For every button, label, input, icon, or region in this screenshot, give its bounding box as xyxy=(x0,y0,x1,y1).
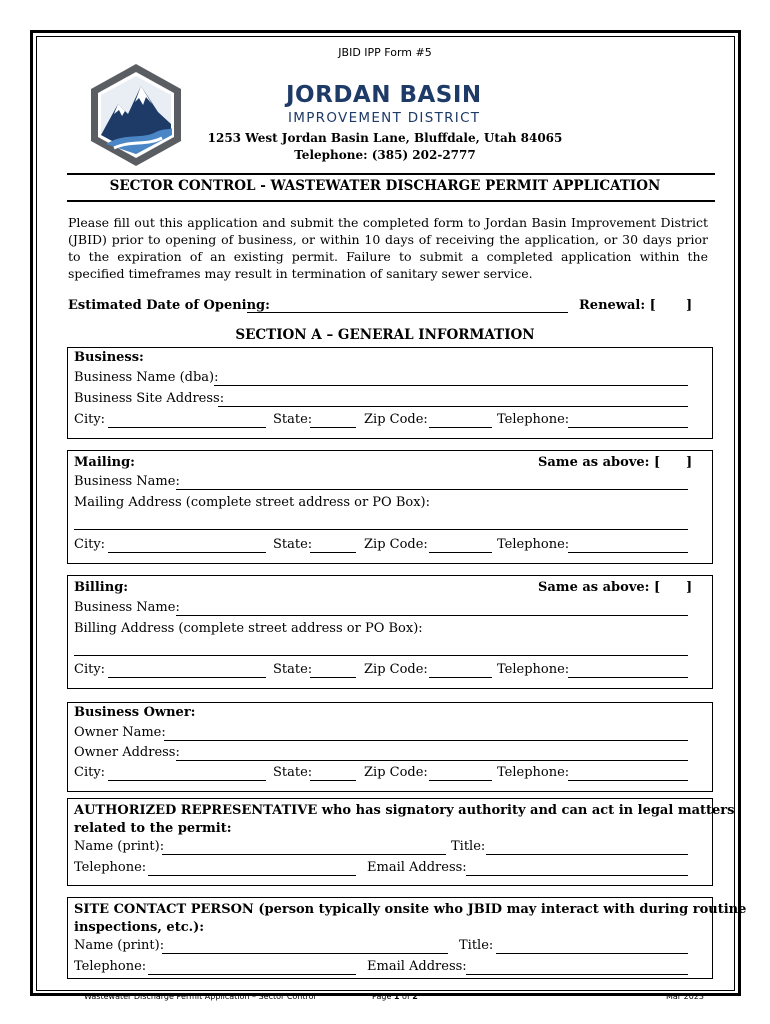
footer-page-prefix: Page xyxy=(372,992,394,1001)
mailing-address-field[interactable] xyxy=(74,529,688,530)
billing-same-label: Same as above: [ xyxy=(538,580,661,595)
mailing-zip-field[interactable] xyxy=(429,552,492,553)
site-contact-heading-line1: SITE CONTACT PERSON (person typically onsite who JBID may interact with during routine xyxy=(74,902,747,917)
mailing-city-label: City: xyxy=(74,537,106,552)
mailing-state-label: State: xyxy=(273,537,313,552)
footer-page-of: of xyxy=(399,992,413,1001)
mailing-tel-label: Telephone: xyxy=(497,537,570,552)
business-name-field[interactable] xyxy=(214,385,688,386)
billing-city-label: City: xyxy=(74,662,106,677)
authorized-name-field[interactable] xyxy=(162,854,446,855)
mailing-same-checkbox[interactable]: ] xyxy=(686,455,693,470)
business-name-label: Business Name (dba): xyxy=(74,370,219,385)
site-contact-name-label: Name (print): xyxy=(74,938,165,953)
billing-name-field[interactable] xyxy=(176,615,688,616)
business-site-label: Business Site Address: xyxy=(74,391,225,406)
title-rule-top xyxy=(67,173,715,175)
business-section xyxy=(67,347,713,439)
business-tel-field[interactable] xyxy=(568,427,688,428)
owner-state-label: State: xyxy=(273,765,313,780)
business-heading: Business: xyxy=(74,350,144,365)
site-contact-title-label: Title: xyxy=(459,938,494,953)
owner-name-label: Owner Name: xyxy=(74,725,166,740)
mailing-address-label: Mailing Address (complete street address or PO Box): xyxy=(74,495,431,510)
footer-page-number xyxy=(372,992,418,1001)
billing-name-label: Business Name: xyxy=(74,600,180,615)
authorized-heading-line2: related to the permit: xyxy=(74,821,232,836)
billing-heading: Billing: xyxy=(74,580,129,595)
authorized-title-label: Title: xyxy=(451,839,486,854)
owner-zip-field[interactable] xyxy=(429,780,492,781)
mailing-name-label: Business Name: xyxy=(74,474,180,489)
mailing-zip-label: Zip Code: xyxy=(364,537,428,552)
site-contact-tel-label: Telephone: xyxy=(74,959,147,974)
business-tel-label: Telephone: xyxy=(497,412,570,427)
owner-tel-field[interactable] xyxy=(568,780,688,781)
authorized-heading-line1: AUTHORIZED REPRESENTATIVE who has signatory authority and can act in legal matters xyxy=(74,803,735,818)
mailing-city-field[interactable] xyxy=(108,552,266,553)
business-state-label: State: xyxy=(273,412,313,427)
estimated-date-label: Estimated Date of Opening: xyxy=(68,298,270,313)
owner-address-field[interactable] xyxy=(176,760,688,761)
org-subtitle: IMPROVEMENT DISTRICT xyxy=(288,110,481,126)
business-city-field[interactable] xyxy=(108,427,266,428)
owner-zip-label: Zip Code: xyxy=(364,765,428,780)
authorized-email-label: Email Address: xyxy=(367,860,467,875)
billing-section xyxy=(67,575,713,689)
site-contact-tel-field[interactable] xyxy=(148,974,356,975)
org-name: JORDAN BASIN xyxy=(286,82,482,108)
billing-zip-label: Zip Code: xyxy=(364,662,428,677)
section-a-heading: SECTION A – GENERAL INFORMATION xyxy=(235,327,535,343)
document-title: SECTOR CONTROL - WASTEWATER DISCHARGE PERMIT APPLICATION xyxy=(109,178,661,194)
authorized-tel-field[interactable] xyxy=(148,875,356,876)
authorized-title-field[interactable] xyxy=(486,854,688,855)
billing-same-checkbox[interactable]: ] xyxy=(686,580,693,595)
authorized-email-field[interactable] xyxy=(466,875,688,876)
mailing-section xyxy=(67,450,713,564)
title-rule-bottom xyxy=(67,200,715,202)
owner-name-field[interactable] xyxy=(164,740,688,741)
org-telephone: Telephone: (385) 202-2777 xyxy=(294,148,476,162)
owner-heading: Business Owner: xyxy=(74,705,196,720)
billing-state-field[interactable] xyxy=(310,677,356,678)
owner-section xyxy=(67,702,713,792)
org-address: 1253 West Jordan Basin Lane, Bluffdale, Utah 84065 xyxy=(207,131,563,145)
mailing-tel-field[interactable] xyxy=(568,552,688,553)
owner-city-field[interactable] xyxy=(108,780,266,781)
form-number: JBID IPP Form #5 xyxy=(338,46,432,59)
renewal-checkbox[interactable]: ] xyxy=(686,298,693,313)
billing-tel-field[interactable] xyxy=(568,677,688,678)
site-contact-name-field[interactable] xyxy=(162,953,448,954)
site-contact-heading-line2: inspections, etc.): xyxy=(74,920,205,935)
intro-paragraph: Please fill out this application and submit the completed form to Jordan Basin Improvement District (JBID) prior to opening of business, or within 10 days of receiving the application, or 30 days prior to the expiration of an existing permit. Failure to submit a completed application within the specified timeframes may result in termination of sanitary sewer service. xyxy=(68,215,708,281)
owner-state-field[interactable] xyxy=(310,780,356,781)
mailing-same-label: Same as above: [ xyxy=(538,455,661,470)
footer-page-total: 2 xyxy=(412,992,418,1001)
business-city-label: City: xyxy=(74,412,106,427)
mailing-name-field[interactable] xyxy=(176,489,688,490)
business-state-field[interactable] xyxy=(310,427,356,428)
estimated-date-field[interactable] xyxy=(247,312,568,313)
owner-address-label: Owner Address: xyxy=(74,745,180,760)
authorized-rep-section xyxy=(67,798,735,886)
business-zip-label: Zip Code: xyxy=(364,412,428,427)
business-zip-field[interactable] xyxy=(429,427,492,428)
owner-city-label: City: xyxy=(74,765,106,780)
authorized-name-label: Name (print): xyxy=(74,839,165,854)
mailing-heading: Mailing: xyxy=(74,455,135,470)
billing-city-field[interactable] xyxy=(108,677,266,678)
business-site-field[interactable] xyxy=(218,406,688,407)
billing-tel-label: Telephone: xyxy=(497,662,570,677)
footer-doc-name: Wastewater Discharge Permit Application – Sector Control xyxy=(84,992,316,1001)
billing-address-label: Billing Address (complete street address or PO Box): xyxy=(74,621,423,636)
renewal-label: Renewal: [ xyxy=(579,298,656,313)
authorized-tel-label: Telephone: xyxy=(74,860,147,875)
billing-zip-field[interactable] xyxy=(429,677,492,678)
footer-page-current: 1 xyxy=(393,992,400,1001)
site-contact-email-field[interactable] xyxy=(466,974,688,975)
site-contact-email-label: Email Address: xyxy=(367,959,467,974)
billing-address-field[interactable] xyxy=(74,655,688,656)
site-contact-section xyxy=(67,897,747,979)
mailing-state-field[interactable] xyxy=(310,552,356,553)
billing-state-label: State: xyxy=(273,662,313,677)
footer-date: Mar 2023 xyxy=(666,992,704,1001)
site-contact-title-field[interactable] xyxy=(496,953,688,954)
owner-tel-label: Telephone: xyxy=(497,765,570,780)
